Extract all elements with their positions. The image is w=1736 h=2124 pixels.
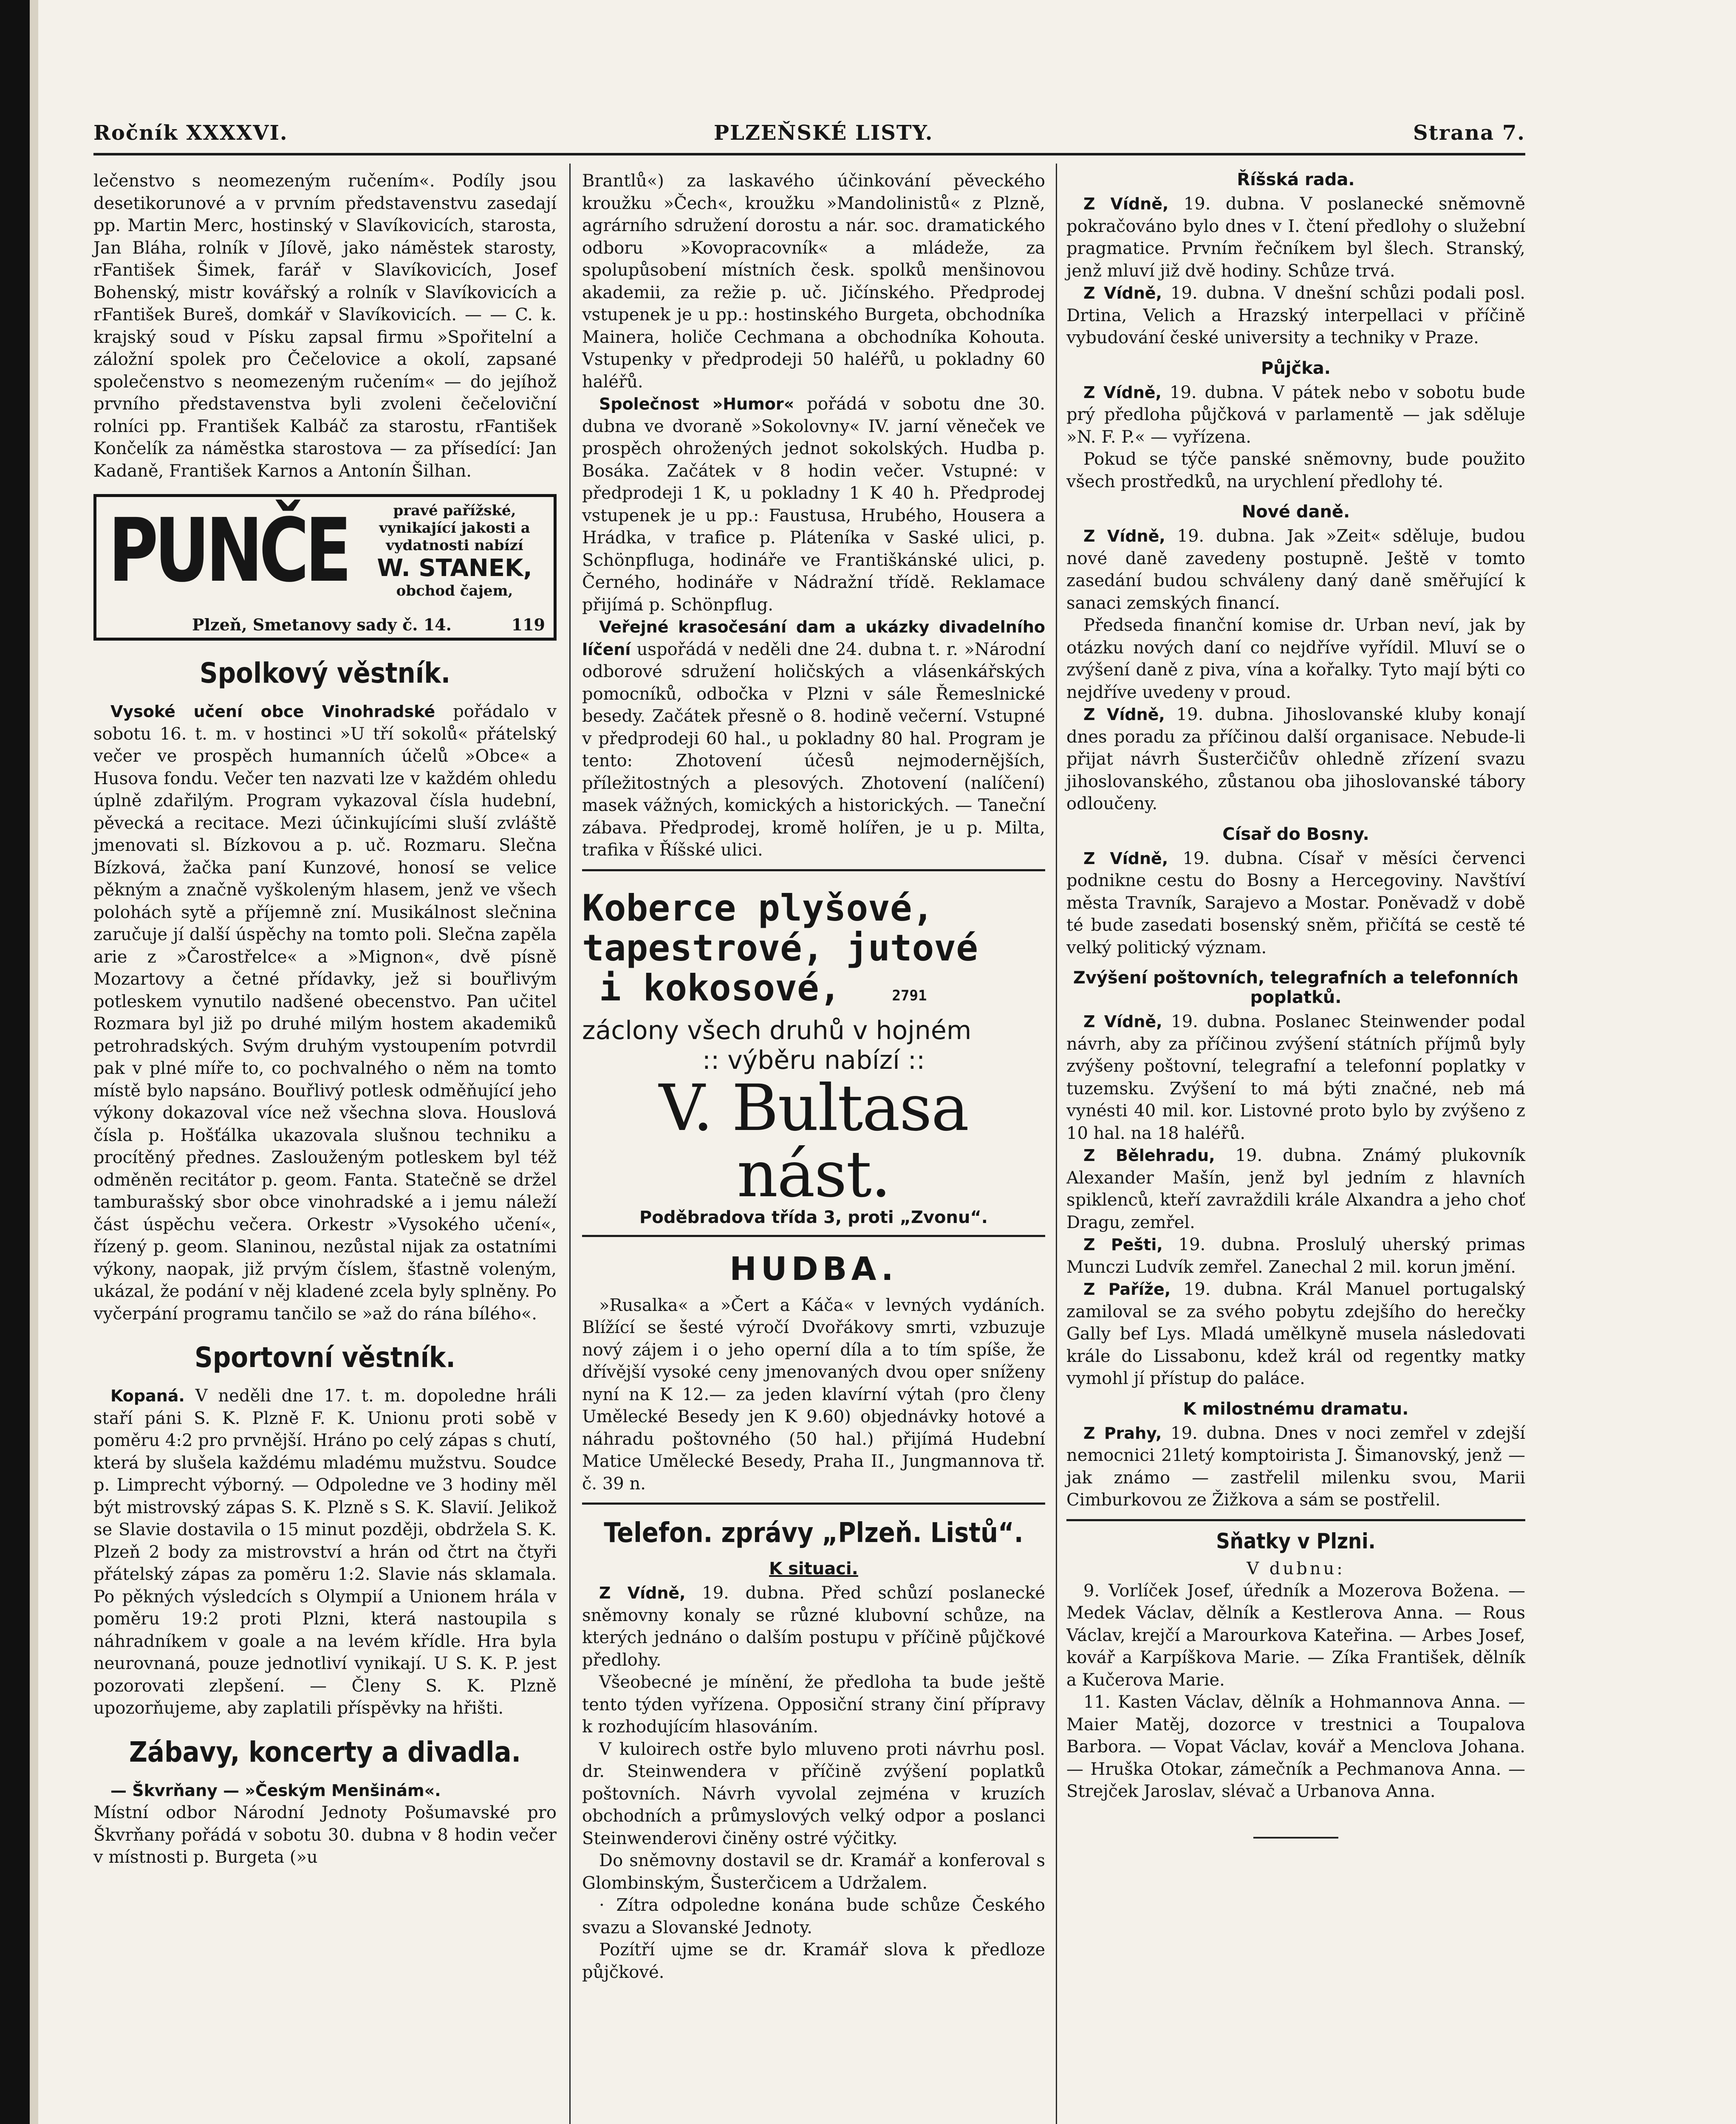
section-title: Sňatky v Plzni. [1216,1528,1376,1553]
ad-address: Plzeň, Smetanovy sady č. 14. [192,615,452,634]
article-text: 9. Vorlíček Josef, úředník a Mozerova Božena. — Medek Václav, dělník a Kestlerova Anna. — Rous Václav, krejčí a Marourkova Kateřina. — Arbes Josef, kovář a Karpíškova Marie. — Zíka František, dělník a Kučerova Marie. [1066,1581,1525,1690]
article-text: · Zítra odpoledne konána bude schůze Českého svazu a Slovanské Jednoty. [582,1895,1045,1938]
subsection-title: K milostnému dramatu. [1183,1399,1409,1419]
scan-border [0,0,30,2124]
column-2 [582,170,1045,1983]
article-text: Vysoké učení obce Vinohradské pořádalo v sobotu 16. t. m. v hostinci »U tří sokolů« přátelský večer ve prospěch humanních účelů »Obce« a Husova fondu. Večer ten nazvati lze v každém ohledu úplně zdařilým. Program vykazoval čísla hudební, pěvecká a recitace. Mezi účinkujícími sluší zvláště jmenovati sl. Bízkovou a p. uč. Rozmaru. Slečna Bízková, žačka paní Kunzové, honosí se velice pěkným a značně vyškoleným hlasem, jenž ve všech polohách sytě a příjemně zní. Musikálnost slečnina zaručuje jí další úspěchy na tomto poli. Slečna zapěla arie z »Čarostřelce« a »Mignon«, dvě písně Mozartovy a četné přídavky, jež si bouřlivým potleskem vynutilo nadšené obecenstvo. Pan učitel Rozmara byl již po druhé milým hostem akademiků petrohradských. Svým druhým vystoupením potvrdil pak v plné míře to, co pochvalného o něm na tomto místě bylo napsáno. Bouřlivý potlesk odměňující jeho výkony dokazoval více než všechna slova. Houslová čísla p. Hošťálka ukazovala slušnou techniku a procítěný přednes. Zaslouženým potleskem byl též odměněn recitátor p. geom. Fanta. Statečně se držel tamburašský sbor obce vinohradské a i jemu náleží část úspěchu večera. Orkestr »Vysokého učení«, řízený p. geom. Slaninou, nezůstal nijak za ostatními výkony, naopak, již prvým číslem, šťastně voleným, ukázal, že podání v něj kladené zcela byly splněny. Po vyčerpání programu tančilo se »až do rána bílého«. [93,702,557,1324]
carpet-advertisement: Koberce plyšové, tapestrové, jutové i kokosové, 2791 záclony všech druhů v hojném :: výběru nabízí :: V. Bultasa nást. Poděbradova třída 3, proti „Zvonu“. [582,888,1045,1227]
article-text: Z Vídně, 19. dubna. Jihoslovanské kluby konají dnes poradu za příčinou další organisace. Nebude-li přijat návrh Šusterčičův ohledně zřízení svazu jihoslovanského, zůstanou oba jihoslovanské tábory odloučeny. [1066,705,1525,813]
article-text: Z Vídně, 19. dubna. Císař v měsíci červenci podnikne cestu do Bosny a Hercegoviny. Navštíví města Travník, Sarajevo a Mostar. Poněvadž v době té bude zasedati bosenský sněm, přičítá se cestě té velký politický význam. [1066,848,1525,957]
section-title: HUDBA. [729,1249,898,1288]
divider [1066,1519,1525,1521]
article-text: — Škvrňany — »Českým Menšinám«. [110,1781,441,1800]
section-title: Telefon. zprávy „Plzeň. Listů“. [604,1517,1024,1549]
article-text: Z Vídně, 19. dubna. V pátek nebo v sobotu bude prý předloha půjčková v parlamentě — jak sděluje »N. F. P.« — vyřízena. [1066,382,1525,447]
article-text: Z Pešti, 19. dubna. Proslulý uherský primas Munczi Ludvík zemřel. Zanechal 2 mil. korun jmění. [1066,1235,1525,1277]
article-text: Z Vídně, 19. dubna. V poslanecké sněmovně pokračováno bylo dnes v I. čtení předlohy o služební pragmatice. Prvním řečníkem byl šlech. Stranský, jenž mluví již dvě hodiny. Schůze trvá. [1066,194,1525,281]
section-title: Zábavy, koncerty a divadla. [129,1735,521,1768]
article-text: Společnost »Humor« pořádá v sobotu dne 30. dubna ve dvoraně »Sokolovny« IV. jarní věneček ve prospěch ohrožených jednot sokolských. Hudba p. Bosáka. Začátek v 8 hodin večer. Vstupné: v předprodeji 1 K, u pokladny 1 K 40 h. Předprodej vstupenek je u pp.: Faustusa, Hrubého, Housera a Hrádka, v trafice p. Pláteníka v Saské ulici, p. Schönpfluga, hodináře ve Františkánské ulici, p. Černého, hodináře v Nádražní třídě. Reklamace přijímá p. Schönpflug. [582,394,1045,615]
divider [582,869,1045,871]
section-title: Spolkový věstník. [199,657,451,689]
subsection-title: Půjčka. [1261,358,1331,378]
column-divider [569,164,571,2124]
subsection-title: Říšská rada. [1237,170,1355,189]
article-text: Z Vídně, 19. dubna. Jak »Zeit« sděluje, budou nové daně zavedeny postupně. Ještě v tomto zasedání budou schváleny daný daně směřující k sanaci zemských financí. [1066,526,1526,613]
article-text: Z Bělehradu, 19. dubna. Známý plukovník Alexander Mašín, jenž byl jedním z hlavních spiklenců, kteří zavraždili krále Alxandra a jeho choť Dragu, zemřel. [1066,1146,1525,1232]
article-text: Brantlů«) za laskavého účinkování pěveckého kroužku »Čech«, kroužku »Mandolinistů« z Plzně, agrárního sdružení dorostu a nár. soc. dramatického odboru »Kovopracovník« a mládeže, za spolupůsobení místních česk. spolků menšinovou akademii, za režie p. uč. Jičínského. Předprodej vstupenek je u pp.: hostinského Burgeta, obchodníka Mainera, holiče Cechmana a obchodníka Kohouta. Vstupenky v předprodeji 50 haléřů, u pokladny 60 haléřů. [582,171,1045,392]
subsection-title: Nové daně. [1241,502,1350,522]
article-text: Z Vídně, 19. dubna. V dnešní schůzi podali posl. Drtina, Velich a Hrazský interpellaci v příčině vybudování české university a techniky v Praze. [1066,283,1525,347]
end-mark [1253,1837,1338,1839]
column-3 [1066,170,1525,1839]
header-rule [93,153,1525,155]
article-text: lečenstvo s neomezeným ručením«. Podíly jsou desetikorunové a v prvním představenstvu zasedají pp. Martin Merc, hostinský v Slavíkovicích, starosta, Jan Bláha, rolník v Jílově, jako náměstek starosty, rFantišek Šimek, farář v Slavíkovicích, Josef Bohenský, mistr kovářský a rolník v Slavíkovicích a rFantišek Bureš, domkář v Slavíkovicích. — — C. k. krajský soud v Písku zapsal firmu »Spořitelní a záložní spolek pro Čečelovice a okolí, zapsané společenstvo s neomezeným ručením« — do jejíhož prvního představenstva byli zvoleni čečeloviční rolníci pp. František Kalbáč za starostu, rFantišek Končelík za náměstka starostova — za přísedící: Jan Kadaně, František Karnos a Antonín Šilhan. [93,171,557,481]
section-title: Sportovní věstník. [195,1341,455,1374]
article-text: Z Prahy, 19. dubna. Dnes v noci zemřel v zdejší nemocnici 21letý komptoirista J. Šimanovský, jenž — jak známo — zastřelil milenku svou, Marii Cimburkovou ze Žižkova a sám se postřelil. [1066,1423,1525,1510]
page-header [93,121,1525,155]
punce-advertisement [93,494,557,641]
ad-headline: PUNČE [108,500,348,602]
month-label: V dubnu: [1247,1559,1345,1579]
article-text: Z Vídně, 19. dubna. Poslanec Steinwender podal návrh, aby za příčinou zvýšení státních příjmů byly zvýšeny poštovní, telegrafní a telefonní poplatky v tuzemsku. Zvýšení to má býti značné, neb má vynésti 40 mil. kor. Listovné proto bylo by zvýšeno z 10 hal. na 18 haléřů. [1066,1012,1525,1143]
article-text: Z Vídně, 19. dubna. Před schůzí poslanecké sněmovny konaly se různé klubovní schůze, na kterých jednáno o dalším postupu v příčině půjčkové předlohy. [582,1583,1046,1670]
ad-merchant: W. STANEK, [377,554,532,582]
article-text: Pozítří ujme se dr. Kramář slova k předloze půjčkové. [582,1940,1045,1982]
divider [582,1503,1045,1505]
ad-copy: pravé pařížské, vynikající jakosti a vydatnosti nabízí W. STANEK, obchod čajem, [363,502,546,600]
page-number: Strana 7. [1413,121,1525,145]
newspaper-title: PLZEŇSKÉ LISTY. [714,121,933,145]
ad-number: 119 [511,615,545,634]
divider [582,1235,1045,1237]
ad-merchant: V. Bultasa nást. [659,1071,969,1212]
subsection-title: Zvýšení poštovních, telegrafních a telefonních poplatků. [1073,968,1519,1007]
volume-label: Ročník XXXXVI. [93,121,288,145]
subsection-title: Císař do Bosny. [1222,824,1369,844]
article-text: Pokud se týče panské sněmovny, bude použito všech prostředků, na urychlení předlohy té. [1066,449,1525,491]
article-text: 11. Kasten Václav, dělník a Hohmannova Anna. — Maier Matěj, dozorce v trestnici a Toupalova Barbora. — Vopat Václav, kovář a Menclova Johana. — Hruška Otokar, zámečník a Pechmanova Anna. — Strejček Jaroslav, slévač a Urbanova Anna. [1066,1692,1525,1801]
column-1 [93,170,557,1869]
article-text: Do sněmovny dostavil se dr. Kramář a konferoval s Glombinským, Šusterčicem a Udržalem. [582,1851,1045,1893]
subsection-title: K situaci. [769,1559,858,1579]
article-text: »Rusalka« a »Čert a Káča« v levných vydáních. Blížící se šesté výročí Dvořákovy smrti, vzbuzuje nový zájem i o jeho operní díla a to tím spíše, že dřívější vysoké ceny jmenovaných dvou oper sníženy nyní na K 12.— za jeden klavírní výtah (pro členy Umělecké Besedy jen K 9.60) objednávky hotové a náhradu poštovného (50 hal.) přijímá Hudební Matice Umělecké Besedy, Praha II., Jungmannova tř. č. 39 n. [582,1295,1045,1494]
column-divider [1056,164,1057,2124]
scan-border-inner [30,0,38,2124]
article-text: Kopaná. V neděli dne 17. t. m. dopoledne hráli staří páni S. K. Plzně F. K. Unionu proti sobě v poměru 4:2 pro prvnější. Hráno po celý zápas s chutí, která by slušela každému mladému mužstvu. Soudce p. Limprecht výborný. — Odpoledne ve 3 hodiny měl být mistrovský zápas S. K. Plzně s S. K. Slavií. Jelikož se Slavie dostavila o 15 minut později, obdržela S. K. Plzeň 2 body za mistrovství a hrán od čtrt na čtyři přátelský zápas za poměru 1:2. Slavie nás sklamala. Po pěkných výsledcích s Olympií a Unionem hrála v poměru 19:2 proti Plzni, která nastoupila s náhradníkem v goale a na levém křídle. Hra byla neurovnaná, pouze jednotliví vynikají. U S. K. P. jest pozorovati zlepšení. — Členy S. K. Plzně upozorňujeme, aby zaplatili příspěvky na hřišti. [93,1386,557,1718]
article-text: V kuloirech ostře bylo mluveno proti návrhu posl. dr. Steinwendera v příčině zvýšení poplatků poštovních. Návrh vyvolal zejména v kruzích obchodních a průmyslových velký odpor a poslanci Steinwenderovi činěny ostré výčitky. [582,1739,1045,1848]
article-text: Místní odbor Národní Jednoty Pošumavské pro Škvrňany pořádá v sobotu 30. dubna v 8 hodin večer v místnosti p. Burgeta (»u [93,1803,557,1867]
article-text: Veřejné krasočesání dam a ukázky divadelního líčení uspořádá v neděli dne 24. dubna t. r. »Národní odborové sdružení holičských a vlásenkářských pomocníků, odbočka v Plzni v sále Řemeslnické besedy. Začátek přesně o 8. hodině večerní. Vstupné v předprodeji 60 hal., u pokladny 80 hal. Program je tento: Zhotovení účesů nejmodernějších, příležitostných a plesových. Zhotovení (nalíčení) masek vážných, komických a historických. — Taneční zábava. Předprodej, kromě holířen, je u p. Milta, trafika v Říšské ulici. [582,618,1045,860]
article-text: Předseda finanční komise dr. Urban neví, jak by otázku nových daní co nejdříve vyřídil. Mluví se o zvýšení daně z piva, vína a kořalky. Tyto mají býti co nejdříve uvedeny v proud. [1066,616,1525,702]
article-text: Všeobecné je mínění, že předloha ta bude ještě tento týden vyřízena. Opposiční strany činí přípravy k rozhodujícím hlasováním. [582,1672,1045,1737]
ad-address: Poděbradova třída 3, proti „Zvonu“. [639,1207,988,1227]
article-text: Z Paříže, 19. dubna. Král Manuel portugalský zamiloval se za svého pobytu zdejšího do herečky Gally bef Lys. Mladá umělkyně musela následovati krále do Lissabonu, kdež král od regentky matky vymohl jí přístup do paláce. [1066,1279,1525,1388]
